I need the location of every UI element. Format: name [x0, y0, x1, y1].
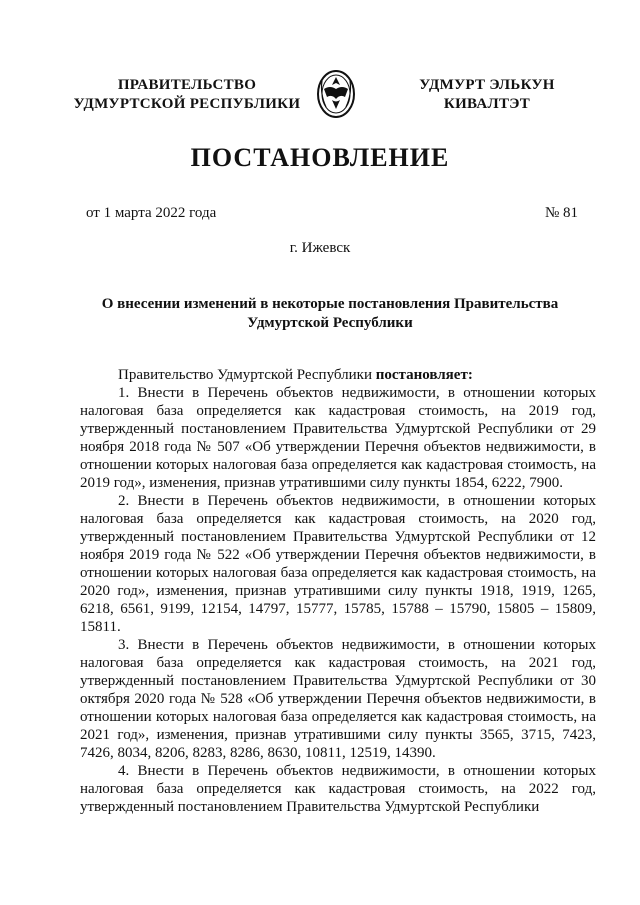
body-item-3: 3. Внести в Перечень объектов недвижимости, в отношении которых налоговая база определяется как кадастровая стоимость, на 2021 год, утвержденный постановлением Правительства Удмуртской Республики от 30 октября 2020 года № 528 «Об утверждении Перечня объектов недвижимости, в отношении которых налоговая база определяется как кадастровая стоимость, на 2021 год», изменения, признав утратившими силу пункты 3565, 3715, 7423, 7426, 8034, 8206, 8283, 8286, 8630, 10811, 12519, 14390. — [80, 637, 596, 761]
document-subject: О внесении изменений в некоторые постановления Правительства Удмуртской Республики — [101, 296, 559, 331]
header-left — [72, 76, 302, 114]
document-body — [80, 366, 596, 816]
header-right — [402, 76, 572, 114]
document-date: от 1 марта 2022 года — [86, 205, 217, 221]
udmurt-coat-of-arms-icon — [314, 67, 358, 119]
header-right-line2: КИВАЛТЭТ — [443, 96, 531, 112]
document-type-title: ПОСТАНОВЛЕНИЕ — [190, 143, 450, 172]
document-city: г. Ижевск — [289, 240, 351, 256]
intro-bold: постановляет: — [375, 367, 473, 383]
header-left-line2: УДМУРТСКОЙ РЕСПУБЛИКИ — [73, 96, 301, 112]
body-item-1: 1. Внести в Перечень объектов недвижимости, в отношении которых налоговая база определяется как кадастровая стоимость, на 2019 год, утвержденный постановлением Правительства Удмуртской Республики от 29 ноября 2018 года № 507 «Об утверждении Перечня объектов недвижимости, в отношении которых налоговая база определяется как кадастровая стоимость, на 2019 год», изменения, признав утратившими силу пункты 1854, 6222, 7900. — [80, 385, 596, 491]
body-item-4: 4. Внести в Перечень объектов недвижимости, в отношении которых налоговая база определяется как кадастровая стоимость, на 2022 год, утвержденный постановлением Правительства Удмуртской Республики — [80, 763, 596, 815]
intro-text: Правительство Удмуртской Республики — [118, 367, 376, 383]
document-number: № 81 — [544, 205, 578, 221]
body-item-2: 2. Внести в Перечень объектов недвижимости, в отношении которых налоговая база определяется как кадастровая стоимость, на 2020 год, утвержденный постановлением Правительства Удмуртской Республики от 12 ноября 2019 года № 522 «Об утверждении Перечня объектов недвижимости, в отношении которых налоговая база определяется как кадастровая стоимость, на 2020 год», изменения, признав утратившими силу пункты 1918, 1919, 1265, 6218, 6561, 9199, 12154, 14797, 15777, 15785, 15788 – 15790, 15805 – 15809, 15811. — [80, 493, 596, 635]
header-right-line1: УДМУРТ ЭЛЬКУН — [419, 77, 555, 93]
intro-paragraph — [80, 366, 596, 384]
header-left-line1: ПРАВИТЕЛЬСТВО — [117, 77, 257, 93]
